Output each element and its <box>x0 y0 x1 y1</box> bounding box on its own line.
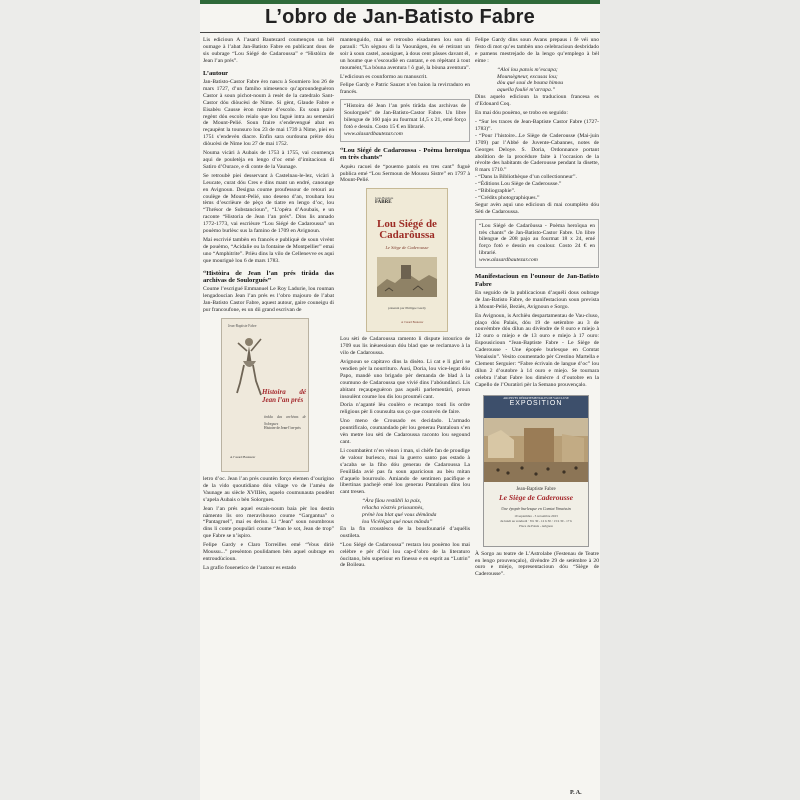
paragraph: “Lou Siégé de Cadaroussa” restara lou pouèmo lou mai celèbre e pèr d’òni lou cap-d’obro de la literaturo óucitano, bèn superiour en finesso e en esprit au “Lutrin” de Boileau. <box>340 541 470 569</box>
list-item: - “Éditions Lou Siège de Caderousse.” <box>475 181 562 188</box>
paragraph: Doria n’aganté lèu coulèro e recampo touti lis ordre religious pèr li counsulta sus ço que counvèn de faire. <box>340 402 470 416</box>
poster-heading: EXPOSITION <box>509 399 563 407</box>
heading-book1: “Històira de Jean l’an prés tirâda das archivas de Soulorgués” <box>203 269 334 284</box>
list-item: - “Bibliographie”. <box>475 188 516 195</box>
paragraph: Segur avèn aqui uno edicioun di mai coumplèto dóu Sèti de Cadaroussa. <box>475 201 599 215</box>
poem-line: “Aloi lou patois m’escapa; <box>497 66 558 73</box>
dancing-figure-illustration <box>234 333 264 399</box>
book-title: Histoira dé Jean l’an prés <box>262 388 306 404</box>
poster-title: Le Siège de Caderousse <box>498 492 574 502</box>
heading-author: L’autour <box>203 69 229 77</box>
poster-place: Place du Palais - Avignon <box>519 523 553 528</box>
book-cover-siege-cadaroussa <box>366 188 448 332</box>
heading-events: Manifestacioun en l’ounour de Jan-Batisto Fabre <box>475 273 599 288</box>
paragraph: Coume l’escrigué Emmanuel Le Roy Ladurie, lou rouman lengadoucian Jean l’an prés es l’obro majouro de l’abat Jan-Batisto Castor Fabre, aquest autour, gaire couneigu di pur francoufone, es un dii grand escrivan de <box>203 286 334 314</box>
poem-line: “Àra fâou restâbli la paix, <box>362 498 422 505</box>
book-author: Jean-Baptiste Fabre <box>228 324 257 329</box>
paragraph: En la fin croustèsco de la bousfounarié d’aquélis oustileta. <box>340 525 470 539</box>
poster-author: Jean-Baptiste Fabre <box>516 486 556 492</box>
title-rule <box>200 32 600 33</box>
list-item: - “Crédits photographiques.” <box>475 194 540 201</box>
poem-line: dòu qué soui de bouna himou <box>497 80 564 87</box>
paragraph: Avignoun se capitavo dins la disèto. Li cat e li gàrri se vendien pèr la nourrituro. Ausi, Doria, lou vice-legat dóu Papo, mandè uno brigado pèr demanda de blad à la coumuno de Cadaroussa que vivié dins l’abóundànci. Lis abitant reçaupeguèron pas aquéli parlementàri, proun insoulènt coume lou dis lou prouméi cant. <box>340 359 470 400</box>
website-link[interactable]: www.alasardbautezar.com <box>344 130 403 137</box>
book-info-box-1 <box>340 99 470 142</box>
poem-line: rélacha vôstrés prisounnès, <box>362 505 424 512</box>
poster-header <box>484 396 588 418</box>
paragraph: Nouma vicàri à Aubais de 1753 à 1755, vai coumença aqui de pouletèja en lengo d’oc emé d’imitacioun di Satiro d’Ourace, e di conte de la Vaunage. <box>203 150 334 170</box>
article-title: L’obro de Jan-Batisto Fabre <box>265 6 535 28</box>
book-subtitle: Le Siège de Caderousse <box>385 245 429 251</box>
contents-list <box>475 119 599 202</box>
poem-excerpt <box>340 498 470 526</box>
book-info-text: “Histoira dé Jean l’an prés tirâda das archivas de Soulorgués” de Jan-Batisto-Castor Fabre. Un libre bilengue de 160 pajo au fourmat 14,5 x 21, emé forço fotò e dessin. Costo 15 € en librarié. <box>344 103 466 130</box>
poem-line: aquella foulié m’arrapa.” <box>497 87 556 94</box>
paragraph: Felipe Gardy dins soun Avans prepaus i fè véi uno fèsto di mot qu’es tambèn uno celebracioun desbridado e pamens mestrejado de la lengo qu’emplego à bèl eime : <box>475 37 599 64</box>
poem-line: prénè lou blat qué vous démânda <box>362 512 437 519</box>
book-presenter: présenté par Philippe Gardy <box>388 306 426 311</box>
paragraph: En Avignoun, is Archièu despartamentau de Vau-cluso, plaço dóu Palais, dóu 19 de setèmbre au 3 de nouvèmbre dóu dilun au divèndre de 8 ouro e miejo à 12 ouro o miejo e de 13 ouro e miejo à 17 ouro: Espousicioun “Jean-Baptiste Fabre - Le Siège de Caderousse - Une épopée burlesque en Comtat Venaissin”. Vesito coumentado pèr Crestino Martella e Clement Serguier: “Fabre écrivain de langue d’oc” lou dilun 2 d’outobre à 14 ouro e miejo. Se tournara celebra l’abat Fabre lou dimècre 4 d’outobre en la Capello de l’Ouratòri pèr la Semano prouvençalo. <box>475 312 599 388</box>
book-subtitle: tirâda das archivas de Solorgues <box>264 415 306 426</box>
book-info-box-2 <box>475 219 599 268</box>
paragraph: letro d’oc. Jean l’an prés countèn forço elemen d’ourigino de la vido quoutidiano dóu vilage vo de l’amèu de Vaunage au siècle XVIIIèn, aquelo coumunauta poudènt s’apela Aubais o bèn Solorgues. <box>203 476 334 503</box>
column-1 <box>203 37 334 574</box>
poster-organizer: ARCHIVES DÉPARTEMENTALES DE VAUCLUSE <box>503 395 569 400</box>
poem-line: lou Vicélégat qué nous mânda” <box>362 518 433 525</box>
list-item: - “Pour l’histoire...Le Siège de Caderousse (Mai-juin 1709) par l’Abbé de Juvente-Cabannes, notes de Georges Deloye. S. Doria, Ordonnance portant abolition de la procédure faite à l’occasion de la révolte des habitants de Caderousse pendant la disette, 8 mars 1710.” <box>475 132 599 174</box>
adjacent-page-right <box>600 0 800 800</box>
paragraph: Felipe Gardy e Claro Torreilles emé “Vous diriè Moussu...” presènton poulidamen bèn aquel oubrage en entroudùcioun. <box>203 542 334 562</box>
poster-painting <box>484 418 588 482</box>
paragraph: L’edicioun es counformo au manuscrit. <box>340 73 428 80</box>
list-item: - “Dans la Bibliothèque d’un collectionneur”. <box>475 174 577 181</box>
poster-dates: 19 septembre - 3 novembre 2023 <box>514 513 558 518</box>
publisher-logo: A l’asard Bautezar <box>401 320 424 325</box>
poem-excerpt <box>475 67 599 95</box>
siege-engraving-illustration <box>377 257 437 297</box>
list-item: - “Sur les traces de Jean-Baptiste Castor Fabre (1727-1783)”. <box>475 118 599 132</box>
header-bar <box>200 0 600 4</box>
book-cover-jean-lan-pres <box>221 318 309 472</box>
paragraph: Lou sèti de Cadaroussa ramento li dispute istourico de 1709 sus lis inèuessioun dóu blad que se reclamavo à la vilo de Cadaroussa. <box>340 336 470 357</box>
paragraph: Aquèu racuei de “pouemo patois en tres cant” fuguè publica emé “Lou Sermoun de Moussu Sistre” en 1797 à Mount-Pelié. <box>340 163 470 184</box>
column-2 <box>340 37 470 571</box>
poster-details <box>484 514 588 529</box>
paragraph: Mai escrivié tambèn en francés e publiquè de soun vivènt de pouèmo, “Acidalie ou la fontaine de Montpellier” emai uno “Amphitrite”. Prièu dins la vilo de Cellenevve es aqui que mouriguè lou 6 de mars 1783. <box>203 236 334 264</box>
paragraph: Uno meno de Crousado es decidado. L’armado pountificalo, coumandado pèr lou generau Pantaloun s’en vèn metre lou sèti de Cadaroussa raconto lou segound cant. <box>340 418 470 445</box>
paragraph: mantenguido, mai se retroubo eisadamen lou son di parauli: “Un sègnou di la Vaounâgen, èn sé retirant un soir à soun castel, aousiguet, à dous cent pâsses davant él, un houme que s’escoudiè en cantant, e en rèpètant à tout moumént,”La bòuna aventura ! ô gué, la bòuna aventura”. <box>340 37 471 71</box>
adjacent-page-left <box>0 0 200 800</box>
poster-subtitle: Une épopée burlesque en Comtat Venaissin <box>501 505 571 511</box>
paragraph: À Sorgo au teatre de L’Astrolabe (Festenau de Teatre en lengo prouvençalo), divèndre 29 de setèmbre à 20 ouro e miejo, representacioun dóu “Siège de Caderousse”. <box>475 550 599 578</box>
book-author: Jean-Baptiste <box>375 196 394 201</box>
column-3 <box>475 37 599 580</box>
intro-paragraph: Lis edicioun A l’asard Bautezard coumençon un bèl oumage à l’abat Jan-Batisto Fabre en publicant dous de sis oubrage “Lou Siégé de Cadaroussa” e “Històira de Jean l’an prés”. <box>203 37 334 64</box>
paragraph: Li coumbatènt n’en vènon i man, si chèfe fan de proudige de valour burlesco, mai la guerro santo pas estado à s’acaba se la fiho dóu generau de Cadaroussa La Feuillâda avié pas fa soun aparicioun au bèu mitan d’aquelo bourroulo. Amiando de sentimen pacifique e libertinas pachejè emé lou generau Pantaloun dins lou cant tresen. <box>340 447 470 496</box>
heading-book2: “Lou Siégé de Cadaroussa - Poèma heroïqua en très chants” <box>340 146 470 162</box>
exhibition-poster <box>483 395 589 547</box>
book-author-surname: FABRE <box>375 200 392 206</box>
paragraph: Jan-Batisto-Castor Fabre èro nascu à Soumiero lou 26 de mars 1727, d’un famiho nimesenco qu’aproundeguèron Castor à soun pichot-noum à resèt de la catedralo Sant-Castor dóu diòucèsi de Nime. Si gènt, Glaude Fabre e Eisabèu Causse èron mèstre d’escolo. Es soun paire regènt dóu escolo reialo que lou faguè intra au semenàri de Mount-Pelié. Soun fraire s’endevengué abat en reçaupènt la tounsuro lou 23 de mai 1739 à Nime, piei en 1751 s’endevèn diacre. Enfin sara ourdouna prèire dóu diòucèsi de Nime lou 27 de mai 1752. <box>203 79 334 148</box>
paragraph: Se retroubè piei desservant à Castelnau-le-lez, vicàri à Leucate, curat dóu Cres e dins mant un endré, canounge en Avignoun. Designa coume proufessour de retouri au coulège de Mount-Pelié, uno deseno d’an, troubara lou tèms d’escrièure de pèço de tiatre en lengo d’oc, lou “Thrésor de Substancioun”, “L’opéra d’Aoubais, e un raconte “Historia de Jean l’an prés”. Dins lis annado 1772-1773, vai escrièure “Lou Siégé de Cadaroussa” un pouèmo burlèsc sus la famino de 1709 en Avignoun. <box>203 172 334 235</box>
paragraph: Jean l’an prés aquel escais-noum baia pèr lou destin nàmento lis oro meravihouso coume “Gargantua” o “Pantagruel”, mai es deriso. Li “Jean” soun noumbrous dins li conte poupulàri coume “Jean le sot, Jean de trop” que Fabre se n’ispiro. <box>203 505 334 540</box>
author-signature: P. A. <box>570 790 582 796</box>
paragraph: La grafio fouenetico de l’autour es estado <box>203 564 297 571</box>
paragraph: En mai dóu pouèmo, se trobo en seguido: <box>475 110 568 117</box>
poem-line: Mounsègneur, excusas lou; <box>497 73 558 80</box>
book-title: Lou Siégé de Cadarôussa <box>377 218 437 242</box>
book-subtitle-french: Histoire de Jean-l’on-pris <box>264 426 301 431</box>
newspaper-page <box>200 0 600 800</box>
website-link[interactable]: www.alasardbautezar.com <box>479 257 538 264</box>
book-info-text: “Lou Siégé de Cadarôussa - Poèma heroïqua en très chants” de Jan-Batisto-Castor Fabre. Un libre bilengue de 208 pajo au fourmat 18 x 24, emé forço fotò e dessin en coulour. Costo 24 € en librarié. <box>479 222 595 257</box>
paragraph: Dins aquelo edicioun la traducioun francesa es d’Edouard Coq. <box>475 94 599 108</box>
paragraph: Felipe Gardy e Patric Sauzet n’en baion la revirraduro en francés. <box>340 82 470 96</box>
publisher-logo: A l’asard Bautezar <box>230 455 256 460</box>
poster-hours: du lundi au vendredi · 8 h 30 - 12 h 30 / 13 h 30 - 17 h <box>500 518 572 523</box>
paragraph: En seguido de la publicacioun d’aquéli dous oubrage de Jan-Batisto Fabre, de manifestacioun soun prevista à Mount-Pelié, Beziés, Avignoun e Sorgo. <box>475 289 599 310</box>
